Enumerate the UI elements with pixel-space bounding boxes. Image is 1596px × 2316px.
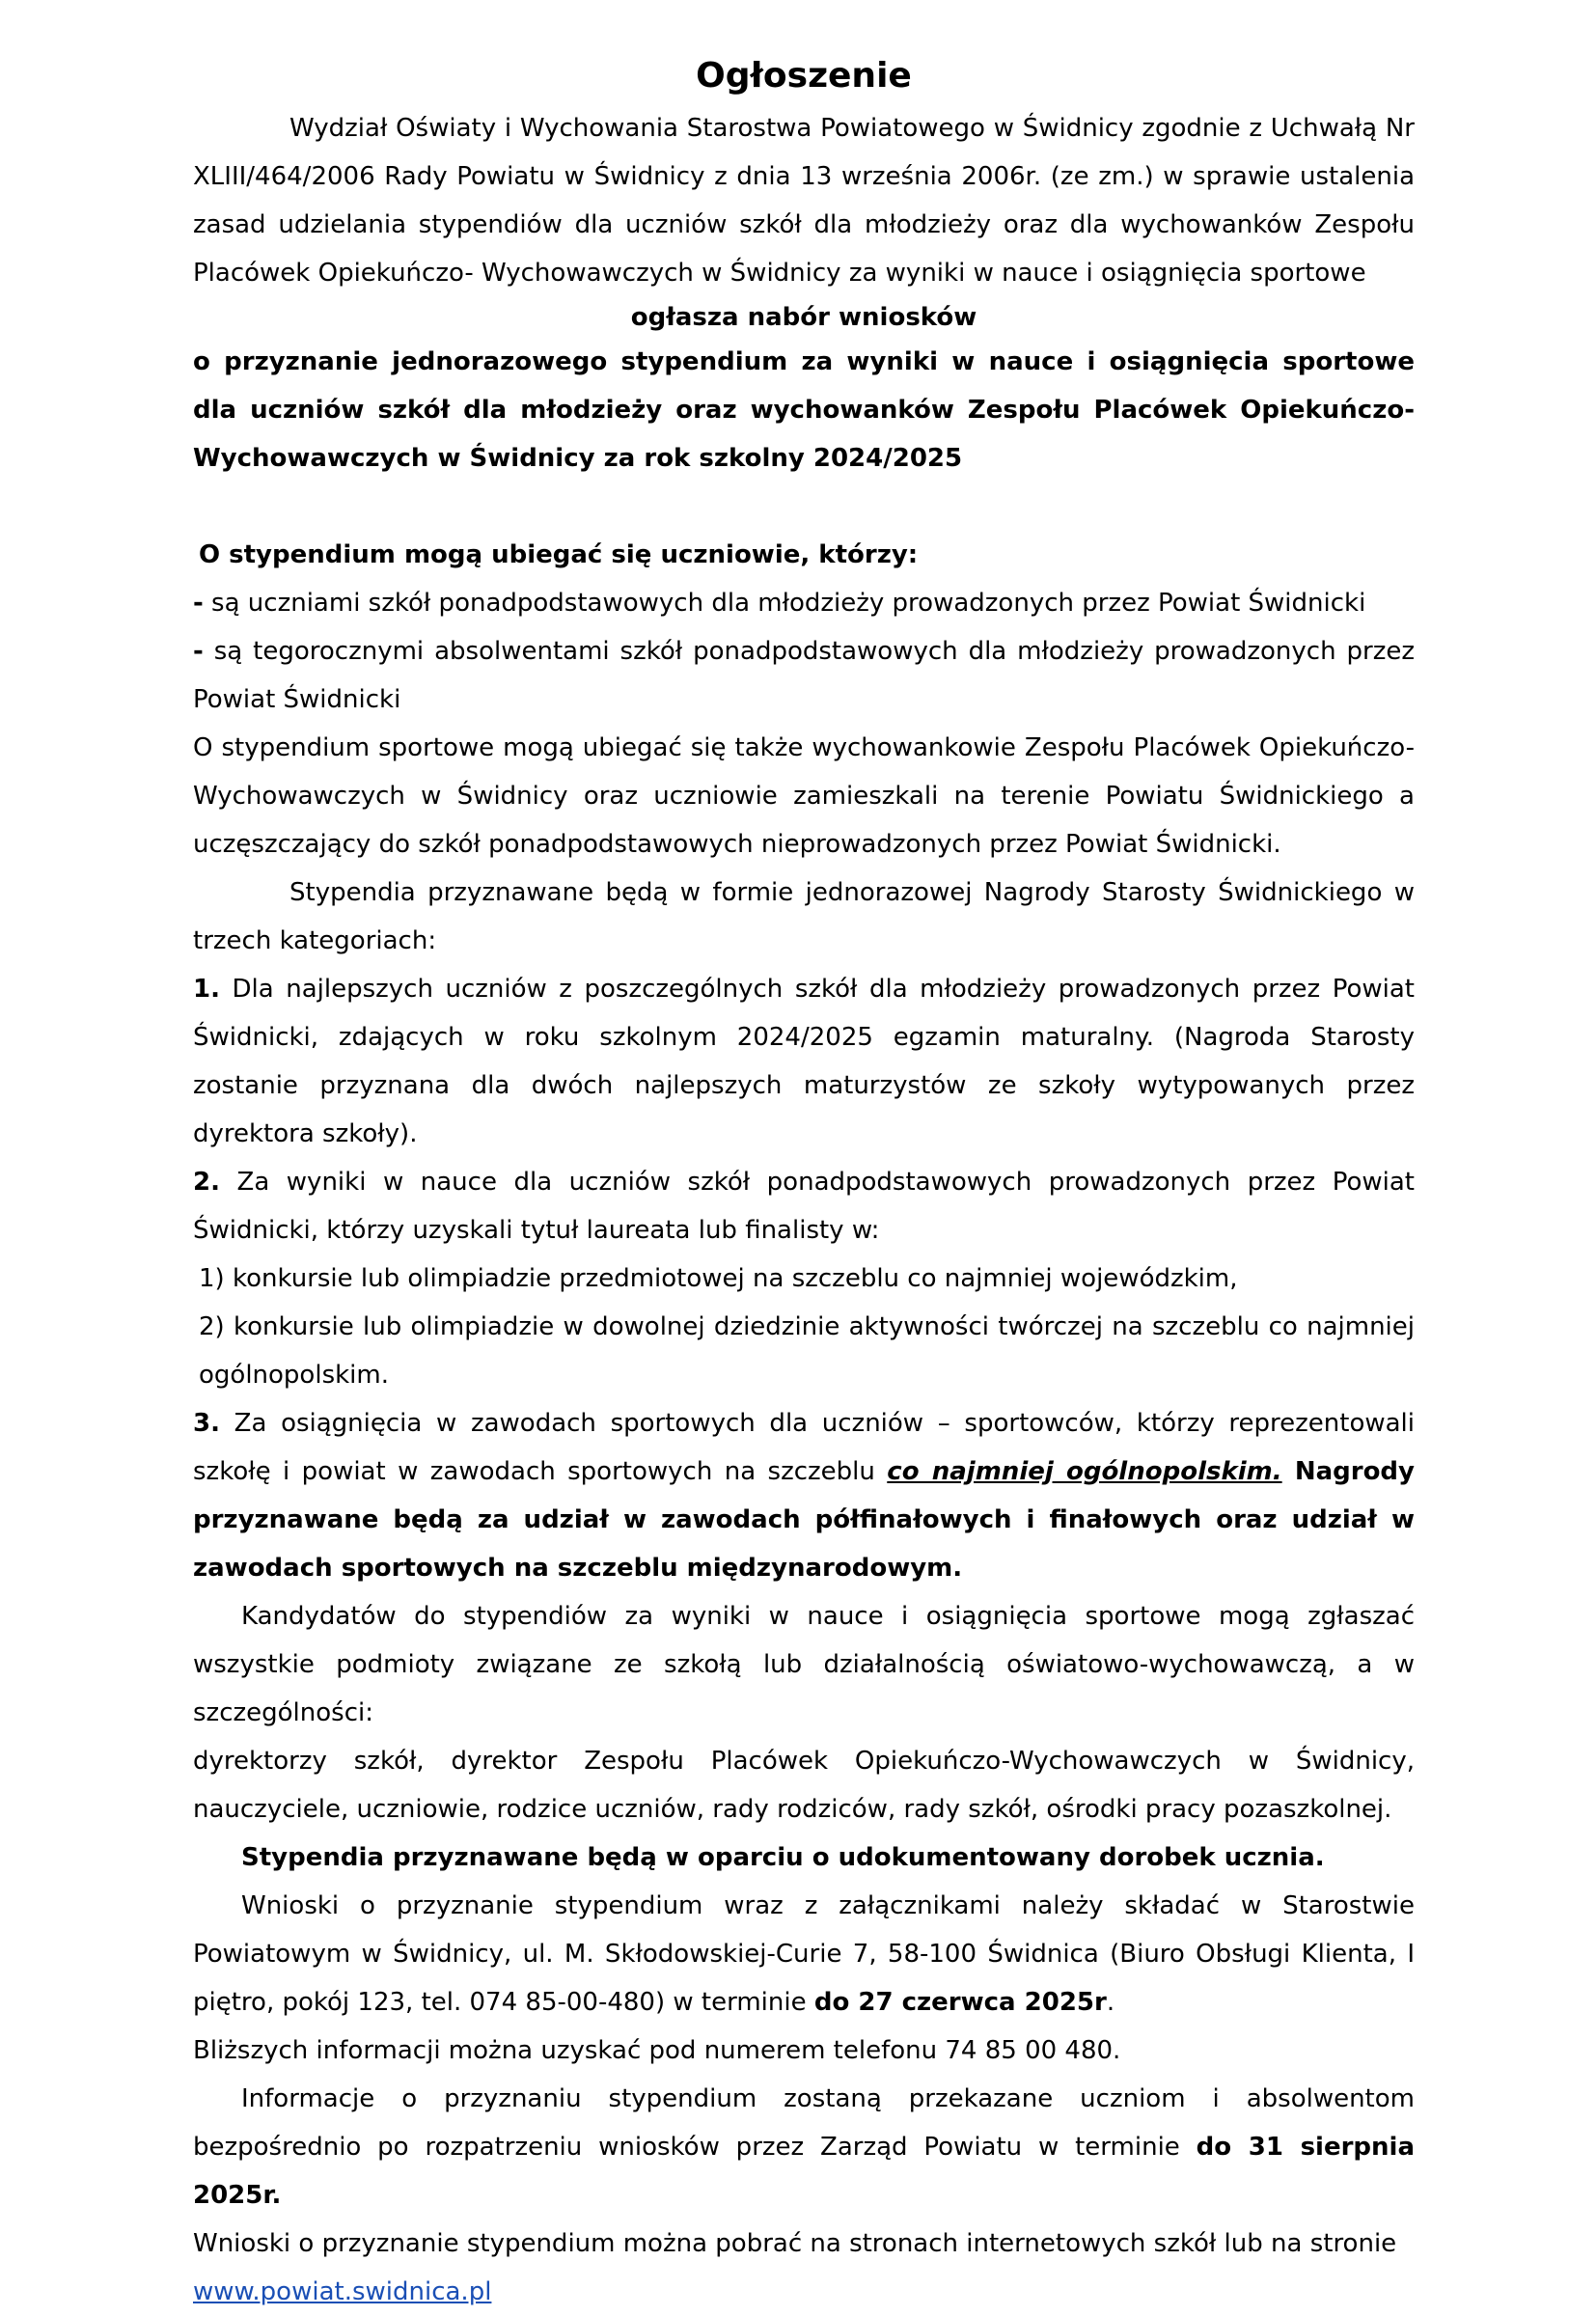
category-3-emphasis: co najmniej ogólnopolskim.: [887, 1457, 1282, 1486]
eligibility-item-1: [193, 579, 1415, 627]
decision-paragraph: [193, 2075, 1415, 2220]
website-link[interactable]: www.powiat.swidnica.pl: [193, 2277, 492, 2306]
website-paragraph: [193, 2268, 1415, 2316]
intro-paragraph: Wydział Oświaty i Wychowania Starostwa Powiatowego w Świdnicy zgodnie z Uchwałą Nr XLIII/464/2006 Rady Powiatu w Świdnicy z dnia 13 września 2006r. (ze zm.) w sprawie ustalenia zasad udzielania stypendiów dla uczniów szkół dla młodzieży oraz dla wychowanków Zespołu Placówek Opiekuńczo- Wychowawczych w Świdnicy za wyniki w nauce i osiągnięcia sportowe: [193, 114, 1415, 288]
download-info: Wnioski o przyznanie stypendium można pobrać na stronach internetowych szkół lub na stronie: [193, 2229, 1397, 2258]
category-2-subitem-1: 1) konkursie lub olimpiadzie przedmiotowej na szczeblu co najmniej wojewódzkim,: [199, 1264, 1238, 1293]
submission-deadline: do 27 czerwca 2025r: [813, 1988, 1107, 2017]
category-2-subitem-2: 2) konkursie lub olimpiadzie w dowolnej dziedzinie aktywności twórczej na szczeblu co najmniej ogólnopolskim.: [199, 1312, 1415, 1390]
sport-eligibility-note: O stypendium sportowe mogą ubiegać się także wychowankowie Zespołu Placówek Opiekuńczo-Wychowawczych w Świdnicy oraz uczniowie zamieszkali na terenie Powiatu Świdnickiego a uczęszczający do szkół ponadpodstawowych nieprowadzonych przez Powiat Świdnicki.: [193, 733, 1415, 859]
category-1: [193, 965, 1415, 1158]
category-3-text: Za osiągnięcia w zawodach sportowych dla uczniów – sportowców, którzy reprezentowali szkołę i powiat w zawodach sportowych na szczeblu: [193, 1409, 1415, 1486]
decision-deadline: do 31 sierpnia 2025r.: [193, 2133, 1415, 2210]
category-1-text: Dla najlepszych uczniów z poszczególnych szkół dla młodzieży prowadzonych przez Powiat Świdnicki, zdających w roku szkolnym 2024/2025 egzamin maturalny. (Nagroda Starosty zostanie przyznana dla dwóch najlepszych maturzystów ze szkoły wytypowanych przez dyrektora szkoły).: [193, 975, 1415, 1148]
eligibility-item-2: [193, 627, 1415, 724]
eligibility-item-2-text: są tegorocznymi absolwentami szkół ponadpodstawowych dla młodzieży prowadzonych przez Powiat Świdnicki: [193, 637, 1415, 714]
category-2: [193, 1158, 1415, 1254]
category-3: [193, 1399, 1415, 1592]
spacer: [193, 482, 1415, 531]
candidates-paragraph: Kandydatów do stypendiów za wyniki w nauce i osiągnięcia sportowe mogą zgłaszać wszystkie podmioty związane ze szkołą lub działalnością oświatowo-wychowawczą, a w szczególności:: [193, 1602, 1415, 1727]
decision-text: Informacje o przyznaniu stypendium zostaną przekazane uczniom i absolwentom bezpośrednio po rozpatrzeniu wniosków przez Zarząd Powiatu w terminie: [193, 2084, 1415, 2162]
category-1-number: 1.: [193, 975, 220, 1004]
eligibility-item-2-dash: -: [193, 637, 204, 666]
eligibility-item-1-dash: -: [193, 589, 204, 618]
eligibility-item-1-text: są uczniami szkół ponadpodstawowych dla młodzieży prowadzonych przez Powiat Świdnicki: [203, 589, 1366, 618]
submission-end: .: [1106, 1988, 1115, 2017]
submission-text: Wnioski o przyznanie stypendium wraz z załącznikami należy składać w Starostwie Powiatowym w Świdnicy, ul. M. Skłodowskiej-Curie 7, 58-100 Świdnica (Biuro Obsługi Klienta, I piętro, pokój 123, tel. 074 85-00-480) w terminie: [193, 1891, 1415, 2017]
eligibility-heading: O stypendium mogą ubiegać się uczniowie, którzy:: [199, 540, 919, 569]
announce-body: o przyznanie jednorazowego stypendium za wyniki w nauce i osiągnięcia sportowe dla uczniów szkół dla młodzieży oraz wychowanków Zespołu Placówek Opiekuńczo-Wychowawczych w Świdnicy za rok szkolny 2024/2025: [193, 347, 1415, 473]
category-2-number: 2.: [193, 1168, 220, 1197]
category-3-number: 3.: [193, 1409, 220, 1438]
announce-line: ogłasza nabór wniosków: [630, 303, 977, 332]
candidates-list: dyrektorzy szkół, dyrektor Zespołu Placówek Opiekuńczo-Wychowawczych w Świdnicy, nauczyciele, uczniowie, rodzice uczniów, rady rodziców, rady szkół, ośrodki pracy pozaszkolnej.: [193, 1747, 1415, 1824]
category-2-text: Za wyniki w nauce dla uczniów szkół ponadpodstawowych prowadzonych przez Powiat Świdnicki, którzy uzyskali tytuł laureata lub finalisty w:: [193, 1168, 1415, 1245]
submission-paragraph: [193, 1882, 1415, 2026]
category-3-bold-tail: Nagrody przyznawane będą za udział w zawodach półfinałowych i finałowych oraz udział w zawodach sportowych na szczeblu międzynarodowym.: [193, 1457, 1415, 1583]
categories-intro: Stypendia przyznawane będą w formie jednorazowej Nagrody Starosty Świdnickiego w trzech kategoriach:: [193, 878, 1415, 955]
page-title: Ogłoszenie: [696, 56, 912, 96]
phone-info: Bliższych informacji można uzyskać pod numerem telefonu 74 85 00 480.: [193, 2036, 1121, 2065]
basis-statement: Stypendia przyznawane będą w oparciu o udokumentowany dorobek ucznia.: [241, 1843, 1325, 1872]
